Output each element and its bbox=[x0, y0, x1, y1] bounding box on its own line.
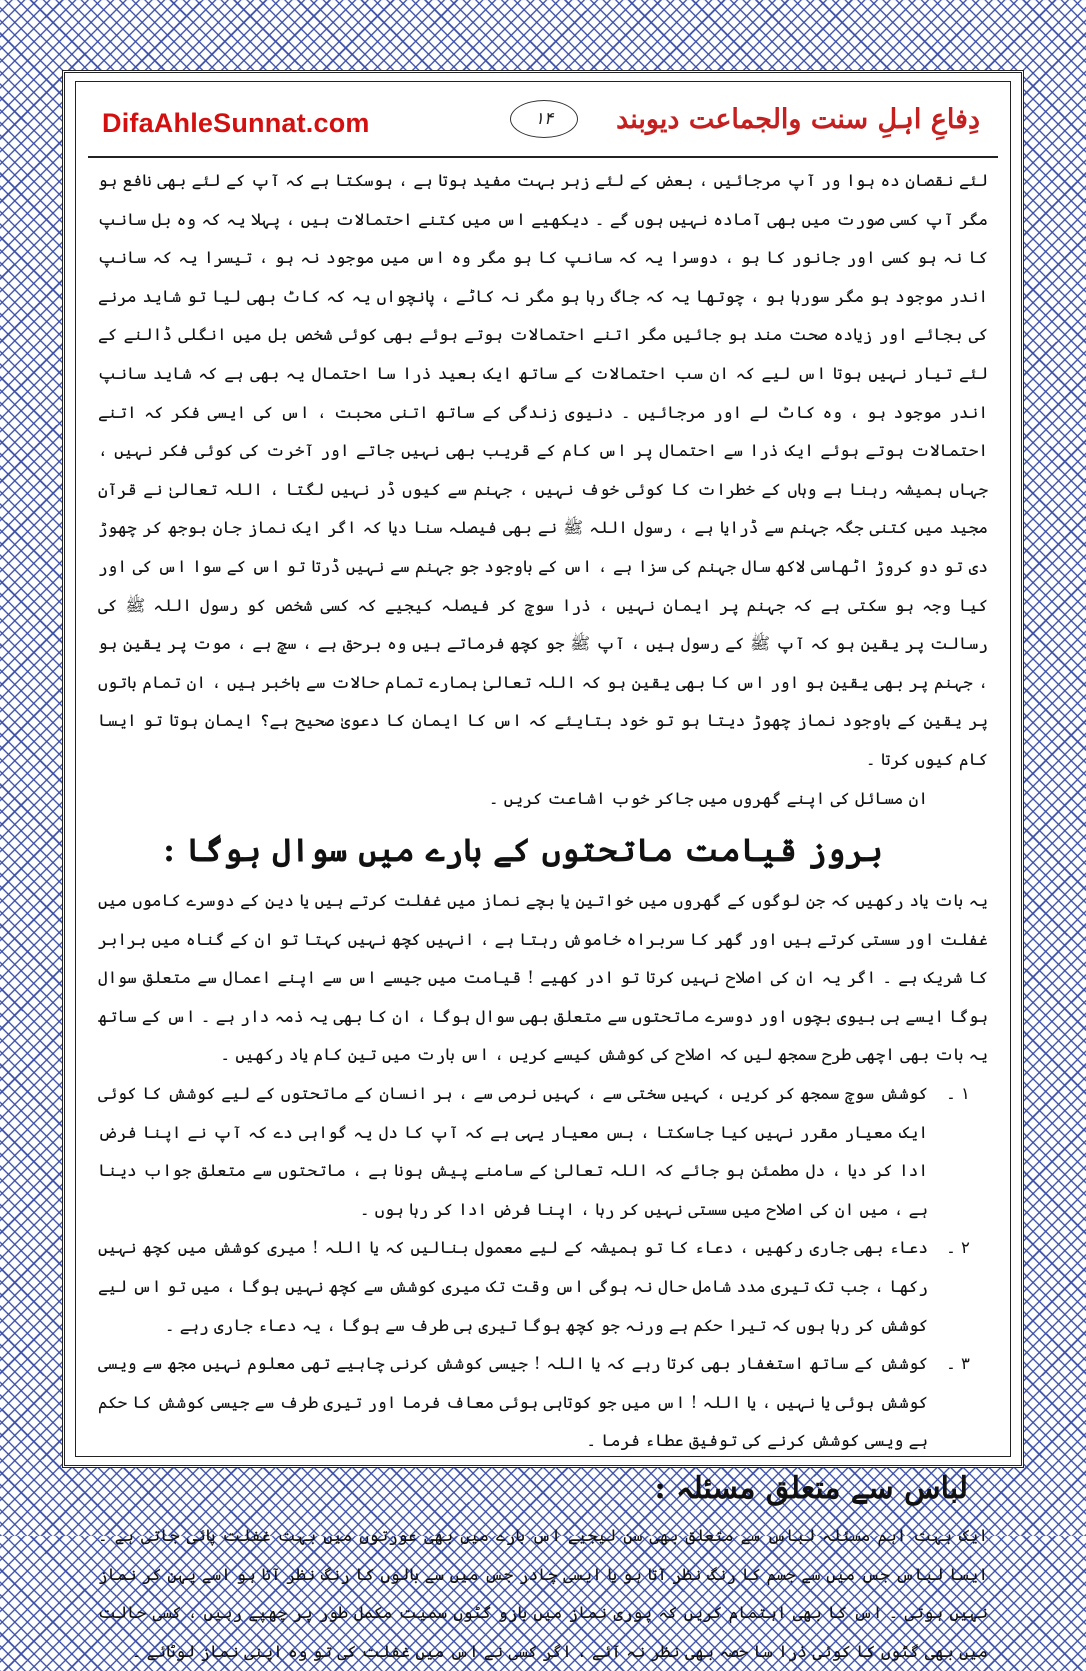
item-text: کوشش سوچ سمجھ کر کریں ، کہیں سختی سے ، کہیں نرمی سے ، ہر انسان کے ماتحتوں کے لیے کوشش کا کوئی ایک معیار مقرر نہیں کیا جاسکتا ، بس معیار یہی ہے کہ آپ کا دل یہ گواہی دے کہ آپ نے اپنا فرض ادا کر دیا ، دل مطمئن ہو جائے کہ اللہ تعالیٰ کے سامنے پیش ہونا ہے ، ماتحتوں سے متعلق جواب دینا ہے ، میں ان کی اصلاح میں سستی نہیں کر رہا ، اپنا فرض ادا کر رہا ہوں ۔ bbox=[98, 1084, 928, 1219]
paragraph-4: ایک بہت اہم مسئلہ لباس سے متعلق بھی سن لیجیے اس بارے میں بھی عورتوں میں بہت غفلت پائی جاتی ہے ۔ ایسا لباس جس میں سے جسم کا رنگ نظر آتا ہو یا ایسی چادر جس میں سے بالوں کا رنگ نظر آتا ہو اسے پہن کر نماز نہیں ہوتی ۔ اس کا بھی اہتمام کریں کہ پوری نماز میں بازو گٹوں سمیت مکمل طور پر چھپے رہیں ، کسی حالت میں بھی گٹوں کا کوئی ذرا سا حصہ بھی نظر نہ آئے ، اگر کسی نے اس میں غفلت کی تو وہ اپنی نماز لوٹائے ۔ bbox=[98, 1526, 988, 1661]
paragraph-1: لئے نقصان دہ ہوا ور آپ مرجائیں ، بعض کے لئے زہر بہت مفید ہوتا ہے ، ہوسکتا ہے کہ آپ کے لئے بھی نافع ہو مگر آپ کسی صورت میں بھی آمادہ نہیں ہوں گے ۔ دیکھیے اس میں کتنے احتمالات ہیں ، پہلا یہ کہ وہ بل سانپ کا نہ ہو کسی اور جانور کا ہو ، دوسرا یہ کہ سانپ کا ہو مگر وہ اس میں موجود نہ ہو ، تیسرا یہ کہ سانپ اندر موجود ہو مگر سورہا ہو ، چوتھا یہ کہ جاگ رہا ہو مگر نہ کاٹے ، پانچواں یہ کہ کاٹ بھی لیا تو شاید مرنے کی بجائے اور زیادہ صحت مند ہو جائیں مگر اتنے احتمالات ہوتے ہوئے بھی کوئی شخص بل میں انگلی ڈالنے کے لئے تیار نہیں ہوتا اس لیے کہ ان سب احتمالات کے ساتھ ایک بعید ذرا سا احتمال یہ بھی ہے کہ شاید سانپ اندر موجود ہو ، وہ کاٹ لے اور مرجائیں ۔ دنیوی زندگی کے ساتھ اتنی محبت ، اس کی ایسی فکر کہ اتنے احتمالات ہوتے ہوئے ایک ذرا سے احتمال پر اس کام کے قریب بھی نہیں جاتے اور آخرت کی کوئی فکر نہیں ، جہاں ہمیشہ رہنا ہے وہاں کے خطرات کا کوئی خوف نہیں ، جہنم سے کیوں ڈر نہیں لگتا ، اللہ تعالیٰ نے قرآن مجید میں کتنی جگہ جہنم سے ڈرایا ہے ، رسول اللہ ﷺ نے بھی فیصلہ سنا دیا کہ اگر ایک نماز جان بوجھ کر چھوڑ دی تو دو کروڑ اٹھاسی لاکھ سال جہنم کی سزا ہے ، اس کے باوجود جو جہنم سے نہیں ڈرتا تو اس کے سوا اس کی اور کیا وجہ ہو سکتی ہے کہ جہنم پر ایمان نہیں ، ذرا سوچ کر فیصلہ کیجیے کہ کسی شخص کو رسول اللہ ﷺ کی رسالت پر یقین ہو کہ آپ ﷺ کے رسول ہیں ، آپ ﷺ جو کچھ فرماتے ہیں وہ برحق ہے ، سچ ہے ، موت پر یقین ہو ، جہنم پر بھی یقین ہو اور اس کا بھی یقین ہو کہ اللہ تعالیٰ ہمارے تمام حالات سے باخبر ہیں ، ان تمام باتوں پر یقین کے باوجود نماز چھوڑ دیتا ہو تو خود بتایئے کہ اس کا ایمان کا دعویٰ صحیح ہے؟ ایمان ہوتا تو ایسا کام کیوں کرتا ۔ bbox=[98, 171, 988, 769]
item-number: ۱ ۔ bbox=[946, 1084, 970, 1104]
item-text: کوشش کے ساتھ استغفار بھی کرتا رہے کہ یا اللہ ! جیسی کوشش کرنی چاہیے تھی معلوم نہیں مجھ سے ویسی کوشش ہوئی یا نہیں ، یا اللہ ! اس میں جو کوتاہی ہوئی معاف فرما اور تیری طرف سے جیسی کوشش کا حکم ہے ویسی کوشش کرنے کی توفیق عطاء فرما ۔ bbox=[98, 1354, 928, 1451]
paragraph-3: یہ بات یاد رکھیں کہ جن لوگوں کے گھروں میں خواتین یا بچے نماز میں غفلت کرتے ہیں یا دین کے دوسرے کاموں میں غفلت اور سستی کرتے ہیں اور گھر کا سربراہ خاموش رہتا ہے ، انہیں کچھ نہیں کہتا تو ان کے گناہ میں برابر کا شریک ہے ۔ اگر یہ ان کی اصلاح نہیں کرتا تو ادر کھیے ! قیامت میں جیسے اس سے اپنے اعمال سے متعلق سوال ہوگا ایسے ہی بیوی بچوں اور دوسرے ماتحتوں سے متعلق بھی سوال ہوگا ، ان کا بھی یہ ذمہ دار ہے ۔ اس کے ساتھ یہ بات بھی اچھی طرح سمجھ لیں کہ اصلاح کی کوشش کیسے کریں ، اس بارت میں تین کام یاد رکھیں ۔ bbox=[98, 891, 988, 1065]
item-number: ۲ ۔ bbox=[946, 1238, 970, 1258]
page-frame bbox=[62, 70, 1024, 1661]
item-number: ۳ ۔ bbox=[946, 1354, 970, 1374]
numbered-item-3 bbox=[98, 1345, 988, 1461]
page-content bbox=[98, 162, 988, 1661]
page-number: ۱۴ bbox=[510, 100, 578, 138]
paragraph-2: ان مسائل کی اپنے گھروں میں جاکر خوب اشاعت کریں ۔ bbox=[488, 788, 928, 808]
site-url[interactable]: DifaAhleSunnat.com bbox=[102, 108, 370, 138]
inner-frame bbox=[75, 81, 1011, 1661]
page-header bbox=[88, 90, 998, 158]
section-heading-clothing: لباس سے متعلق مسئلہ : bbox=[654, 1471, 968, 1506]
item-text: دعاء بھی جاری رکھیں ، دعاء کا تو ہمیشہ کے لیے معمول بنالیں کہ یا اللہ ! میری کوشش میں کچھ نہیں رکھا ، جب تک تیری مدد شامل حال نہ ہوگی اس وقت تک میری کوشش سے کچھ نہیں ہوگا ، میں تو اس لیے کوشش کر رہا ہوں کہ تیرا حکم ہے ورنہ جو کچھ ہوگا تیری ہی طرف سے ہوگا ، یہ دعاء جاری رہے ۔ bbox=[98, 1238, 928, 1335]
book-title: دِفاعِ اہلِ سنت والجماعت دیوبند bbox=[616, 104, 980, 135]
numbered-item-2 bbox=[98, 1229, 988, 1345]
numbered-item-1 bbox=[98, 1075, 988, 1229]
section-heading-accountability: بروز قیامت ماتحتوں کے بارے میں سوال ہوگا : bbox=[163, 831, 883, 870]
